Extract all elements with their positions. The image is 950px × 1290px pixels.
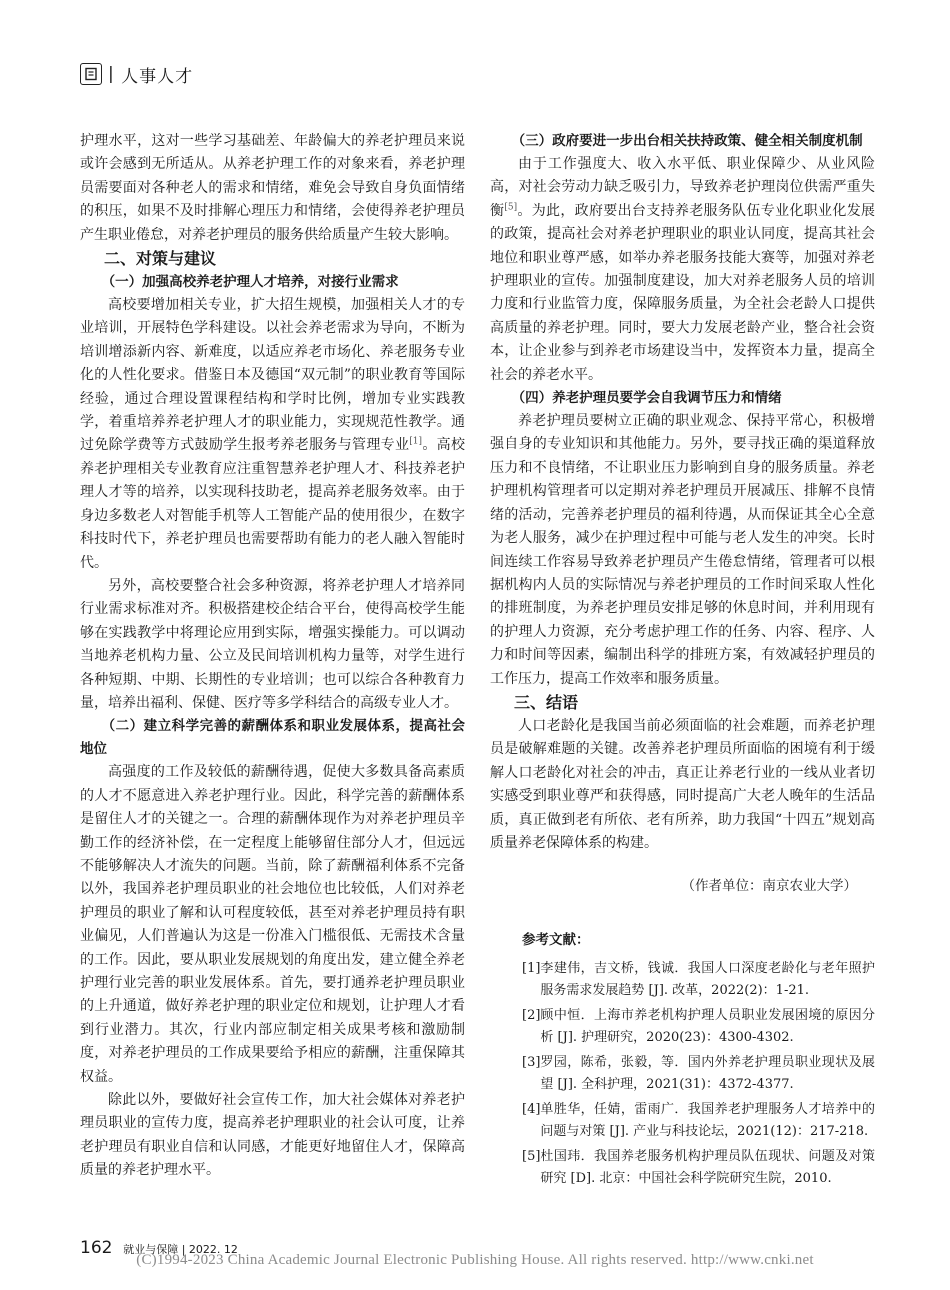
subsection-heading: （四）养老护理员要学会自我调节压力和情绪 (511, 390, 782, 407)
reference-text: 顾中恒．上海市养老机构护理人员职业发展困境的原因分析 [J]. 护理研究，2020(23)：4300-4302. (540, 1008, 875, 1046)
page-header (80, 60, 193, 88)
reference-text: 单胜华，任婧，雷雨广．我国养老护理服务人才培养中的问题与对策 [J]. 产业与科技论坛，2021(12)：217-218. (540, 1102, 875, 1140)
section-name: 人事人才 (121, 66, 194, 87)
paragraph-text: 由于工作强度大、收入水平低、职业保障少、从业风险高，对社会劳动力缺乏吸引力，导致养老护理岗位供需严重失衡 (490, 156, 875, 219)
subsection-heading: （一）加强高校养老护理人才培养，对接行业需求 (101, 274, 399, 291)
reference-number: [4] (522, 1102, 541, 1118)
paragraph-text: 高校要增加相关专业，扩大招生规模，加强相关人才的专业培训，开展特色学科建设。以社会养老需求为导向，不断为培训增添新内容、新难度，以适应养老市场化、养老服务专业化的人性化要求。借鉴日本及德国“双元制”的职业教育等国际经验，通过合理设置课程结构和学时比例，增加专业实践教学，着重培养养老护理人才的职业能力，实现规范性教学。通过免除学费等方式鼓励学生报考养老服务与管理专业 (80, 297, 465, 454)
references-list (490, 958, 875, 1190)
paragraph (490, 153, 875, 387)
paragraph: 高强度的工作及较低的薪酬待遇，促使大多数具备高素质的人才不愿意进入养老护理行业。因此，科学完善的薪酬体系是留住人才的关键之一。合理的薪酬体现作为对养老护理员辛勤工作的经济补偿，在一定程度上能够留住部分人才，但远远不能够解决人才流失的问题。当前，除了薪酬福利体系不完备以外，我国养老护理员职业的社会地位也比较低，人们对养老护理员的职业了解和认可程度较低，甚至对养老护理员持有职业偏见，人们普遍认为这是一份准入门槛很低、无需技术含量的工作。因此，要从职业发展规划的角度出发，建立健全养老护理行业完善的职业发展体系。首先，要打通养老护理员职业的上升通道，做好养老护理的职业定位和规划，让护理人才看到行业潜力。其次，行业内部应制定相关成果考核和激励制度，对养老护理员的工作成果要给予相应的薪酬，注重保障其权益。 (80, 764, 465, 1085)
paragraph (80, 294, 465, 575)
section-heading: 二、对策与建议 (104, 249, 217, 269)
paragraph: 另外，高校要整合社会多种资源，将养老护理人才培养同行业需求标准对齐。积极搭建校企结合平台，使得高校学生能够在实践教学中将理论应用到实际，增强实操能力。可以调动当地养老机构力量、公立及民间培训机构力量等，对学生进行各种短期、中期、长期性的专业培训；也可以综合各种教育力量，培养出福利、保健、医疗等多学科结合的高级专业人才。 (80, 577, 465, 711)
reference-item (490, 1005, 875, 1049)
paragraph: 养老护理员要树立正确的职业观念、保持平常心，积极增强自身的专业知识和其他能力。另外，要寻找正确的渠道释放压力和不良情绪，不让职业压力影响到自身的服务质量。养老护理机构管理者可以定期对养老护理员开展减压、排解不良情绪的活动，完善养老护理员的福利待遇，从而保证其全心全意为老人服务，减少在护理过程中可能与老人发生的冲突。长时间连续工作容易导致养老护理员产生倦怠情绪，管理者可以根据机构内人员的实际情况与养老护理员的工作时间采取人性化的排班制度，为养老护理员安排足够的休息时间，并利用现有的护理人力资源，充分考虑护理工作的任务、内容、程序、人力和时间等因素，编制出科学的排班方案，有效减轻护理员的工作压力，提高工作效率和服务质量。 (490, 413, 875, 687)
reference-text: 杜国玮．我国养老服务机构护理员队伍现状、问题及对策研究 [D]. 北京：中国社会科学院研究生院，2010. (540, 1149, 875, 1187)
subsection-heading: （三）政府要进一步出台相关扶持政策、健全相关制度机制 (511, 133, 863, 149)
reference-item (490, 1146, 875, 1190)
citation-mark: [5] (504, 202, 518, 213)
reference-text: 李建伟，吉文桥，钱诚．我国人口深度老龄化与老年照护服务需求发展趋势 [J]. 改革，2022(2)：1-21. (540, 961, 875, 999)
reference-number: [1] (522, 961, 541, 977)
section-heading: 三、结语 (514, 692, 579, 712)
reference-item (490, 1099, 875, 1143)
author-affiliation: （作者单位：南京农业大学） (681, 878, 857, 895)
page-number: 162 (80, 1238, 113, 1258)
reference-text: 罗园，陈希，张毅，等．国内外养老护理员职业现状及展望 [J]. 全科护理，2021(31)：4372-4377. (540, 1055, 875, 1093)
right-column (490, 130, 875, 1193)
reference-number: [3] (522, 1055, 541, 1071)
reference-item (490, 958, 875, 1002)
paragraph: 人口老龄化是我国当前必须面临的社会难题，而养老护理员是破解难题的关键。改善养老护理员所面临的困境有利于缓解人口老龄化对社会的冲击，真正让养老行业的一线从业者切实感受到职业尊严和获得感，同时提高广大老人晚年的生活品质，真正做到老有所依、老有所养，助力我国“十四五”规划高质量养老保障体系的构建。 (490, 717, 875, 851)
journal-name: 就业与保障 | 2022. 12 (123, 1243, 238, 1256)
subsection-heading: （二）建立科学完善的薪酬体系和职业发展体系，提高社会地位 (80, 718, 465, 758)
book-logo-icon (80, 63, 102, 85)
header-divider: | (108, 64, 122, 84)
paragraph: 除此以外，要做好社会宣传工作，加大社会媒体对养老护理员职业的宣传力度，提高养老护理职业的社会认可度，让养老护理员有职业自信和认同感，才能更好地留住人才，保障高质量的养老护理水平。 (80, 1092, 465, 1179)
paragraph-text: 。高校养老护理相关专业教育应注重智慧养老护理人才、科技养老护理人才等的培养，以实现科技助老，提高养老服务效率。由于身边多数老人对智能手机等人工智能产品的使用很少，在数字科技时代下，养老护理员也需要帮助有能力的老人融入智能时代。 (80, 437, 465, 571)
left-column (80, 130, 465, 1183)
reference-number: [2] (522, 1008, 541, 1024)
reference-item (490, 1052, 875, 1096)
reference-number: [5] (522, 1149, 541, 1165)
copyright-watermark: (C)1994-2023 China Academic Journal Electronic Publishing House. All rights reserved. http://www.cnki.net (136, 1252, 814, 1268)
paragraph: 护理水平，这对一些学习基础差、年龄偏大的养老护理员来说或许会感到无所适从。从养老护理工作的对象来看，养老护理员需要面对各种老人的需求和情绪，难免会导致自身负面情绪的积压，如果不及时排解心理压力和情绪，会使得养老护理员产生职业倦怠，对养老护理员的服务供给质量产生较大影响。 (80, 133, 465, 243)
references-title: 参考文献： (522, 931, 590, 948)
citation-mark: [1] (409, 436, 423, 447)
paragraph-text: 。为此，政府要出台支持养老服务队伍专业化职业化发展的政策，提高社会对养老护理职业的职业认同度，提高其社会地位和职业尊严感，如举办养老服务技能大赛等，加强对养老护理职业的宣传。加强制度建设，加大对养老服务人员的培训力度和行业监管力度，保障服务质量，为全社会老龄人口提供高质量的养老护理。同时，要大力发展老龄产业，整合社会资本，让企业参与到养老市场建设当中，发挥资本力量，提高全社会的养老水平。 (490, 202, 876, 383)
